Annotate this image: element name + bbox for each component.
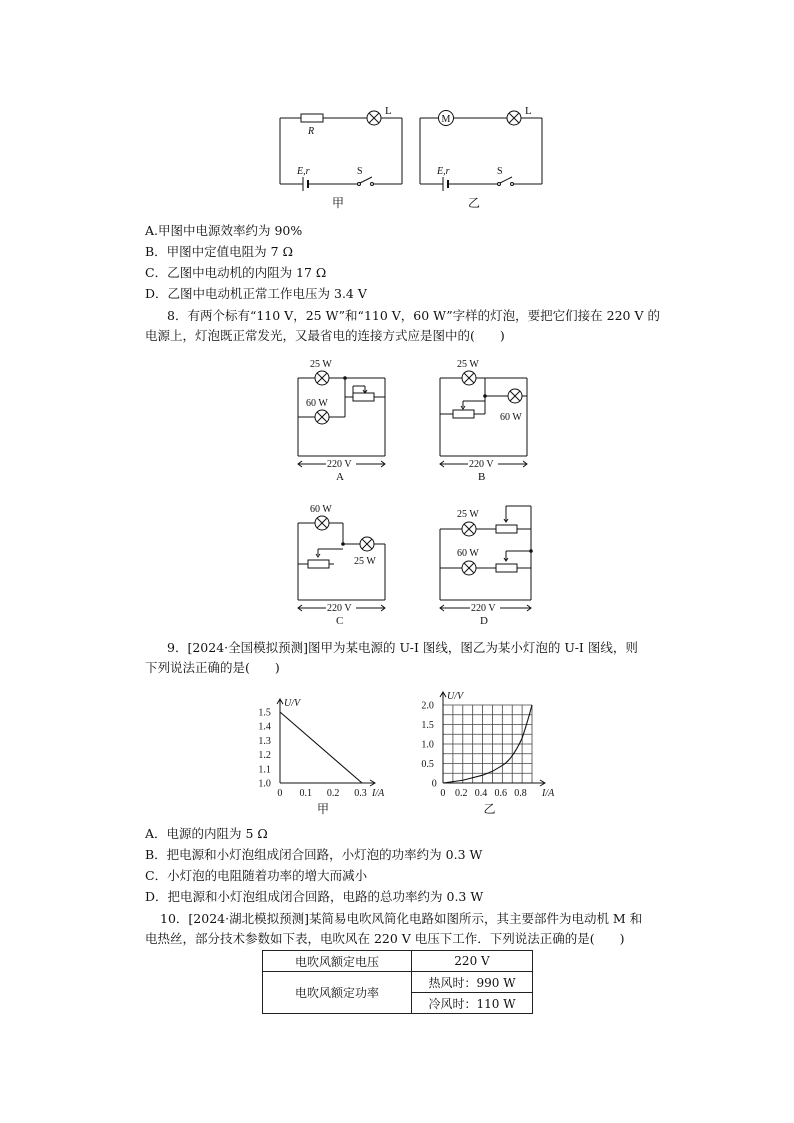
cold-wind-power: 冷风时：110 W <box>412 993 533 1014</box>
q7-option-a: A.甲图中电源效率约为 90% <box>145 223 303 238</box>
circuit-label-a: A <box>336 471 344 483</box>
x-tick-label: 0 <box>440 788 446 799</box>
q7-option-c: C．乙图中电动机的内阻为 17 Ω <box>145 265 327 280</box>
switch-S-icon <box>498 177 514 186</box>
x-axis-label: I/A <box>372 788 385 799</box>
rated-voltage-label: 电吹风额定电压 <box>263 951 412 972</box>
voltage-label: 220 V <box>469 459 494 470</box>
lamp-label-bottom: 60 W <box>306 398 328 409</box>
rheostat <box>353 393 374 401</box>
rated-voltage-value: 220 V <box>412 951 533 972</box>
x-tick-label: 0.3 <box>354 788 367 799</box>
lamp-label-bottom: 60 W <box>457 548 479 559</box>
y-tick-label: 2.0 <box>421 700 434 712</box>
y-tick-label: 1.0 <box>258 778 271 790</box>
y-tick-label: 1.4 <box>258 721 271 733</box>
q10-spec-table <box>262 950 533 1014</box>
battery-icon <box>303 177 308 191</box>
q8-circuit-d <box>432 496 542 628</box>
chart-yi <box>418 678 568 818</box>
label-S: S <box>497 166 503 177</box>
q9-option-a: A．电源的内阻为 5 Ω <box>145 826 268 841</box>
y-tick-label: 1.3 <box>258 735 271 747</box>
q8-circuit-a <box>290 352 400 484</box>
rheostat <box>308 560 329 568</box>
q8-stem-line1: 8．有两个标有“110 V，25 W”和“110 V，60 W”字样的灯泡，要把它们接在 220 V 的 <box>167 308 660 323</box>
label-L: L <box>525 105 532 117</box>
q9-option-b: B．把电源和小灯泡组成闭合回路，小灯泡的功率约为 0.3 W <box>145 847 483 862</box>
svg-text:M: M <box>441 114 451 125</box>
x-tick-label: 0.1 <box>299 788 313 799</box>
label-R: R <box>308 126 315 137</box>
q9-stem-line1: 9．[2024·全国模拟预测]图甲为某电源的 U-I 图线，图乙为某小灯泡的 U-I 图线，则 <box>167 640 638 655</box>
voltage-label: 220 V <box>471 603 496 614</box>
q10-stem-line1: 10．[2024·湖北模拟预测]某简易电吹风简化电路如图所示，其主要部件为电动机 M 和 <box>160 911 643 926</box>
q7-figure-jia <box>270 100 420 212</box>
series-line <box>280 712 362 783</box>
voltage-label: 220 V <box>327 459 352 470</box>
battery-icon <box>443 177 448 191</box>
resistor-R <box>301 114 323 122</box>
q7-figure-yi <box>410 100 560 212</box>
y-axis-label: U/V <box>284 698 301 709</box>
switch-S-icon <box>358 177 374 186</box>
x-tick-label: 0 <box>277 788 283 799</box>
lamp-label-top: 25 W <box>457 359 479 370</box>
q8-circuit-c <box>290 496 400 628</box>
y-tick-label: 1.5 <box>421 720 434 731</box>
x-tick-label: 0.2 <box>454 788 468 799</box>
q9-option-c: C．小灯泡的电阻随着功率的增大而减小 <box>145 868 368 883</box>
y-tick-label: 1.1 <box>258 764 271 776</box>
table-row <box>263 972 533 993</box>
lamp-icon <box>462 371 522 403</box>
y-tick-label: 1.5 <box>258 707 271 719</box>
voltage-label: 220 V <box>327 603 352 614</box>
caption-yi: 乙 <box>468 196 481 210</box>
rheostat-top <box>496 525 517 533</box>
x-tick-label: 0.6 <box>494 788 508 799</box>
lamp-L-icon <box>367 111 381 125</box>
q7-option-d: D．乙图中电动机正常工作电压为 3.4 V <box>145 286 367 301</box>
lamp-label-bottom: 25 W <box>354 556 376 567</box>
x-tick-label: 0.8 <box>514 788 527 799</box>
q9-option-d: D．把电源和小灯泡组成闭合回路，电路的总功率约为 0.3 W <box>145 889 484 904</box>
motor-M-icon <box>439 111 454 126</box>
q9-stem-line2: 下列说法正确的是( ) <box>145 660 280 675</box>
lamp-label-top: 25 W <box>457 509 479 520</box>
chart-caption: 甲 <box>317 802 330 816</box>
label-Er: E,r <box>297 166 310 177</box>
lamp-icon <box>315 516 374 551</box>
y-axis-label: U/V <box>447 691 464 702</box>
chart-jia <box>252 678 412 818</box>
lamp-label-bottom: 60 W <box>500 412 522 423</box>
label-L: L <box>385 105 392 117</box>
circuit-label-b: B <box>478 471 486 483</box>
label-Er: E,r <box>437 166 450 177</box>
y-tick-label: 1.0 <box>421 739 434 751</box>
y-tick-label: 0 <box>431 778 437 790</box>
label-S: S <box>357 166 363 177</box>
hot-wind-power: 热风时：990 W <box>412 972 533 993</box>
y-tick-label: 0.5 <box>421 759 434 770</box>
q8-circuit-b <box>432 352 542 484</box>
lamp-label-top: 25 W <box>310 359 332 370</box>
y-tick-label: 1.2 <box>258 750 271 762</box>
q7-option-b: B．甲图中定值电阻为 7 Ω <box>145 244 293 259</box>
rheostat-bottom <box>496 564 517 572</box>
lamp-label-top: 60 W <box>310 504 332 515</box>
x-tick-label: 0.4 <box>474 788 488 799</box>
rheostat <box>453 410 474 418</box>
lamp-L-icon <box>507 111 521 125</box>
chart-caption: 乙 <box>483 802 496 816</box>
circuit-label-c: C <box>336 615 344 627</box>
table-row <box>263 951 533 972</box>
q8-stem-line2: 电源上，灯泡既正常发光，又最省电的连接方式应是图中的( ) <box>145 328 505 343</box>
q10-stem-line2: 电热丝，部分技术参数如下表，电吹风在 220 V 电压下工作．下列说法正确的是( ) <box>145 931 625 946</box>
rated-power-label: 电吹风额定功率 <box>263 972 412 1014</box>
x-tick-label: 0.2 <box>326 788 340 799</box>
caption-jia: 甲 <box>332 196 345 210</box>
circuit-label-d: D <box>480 615 488 627</box>
x-axis-label: I/A <box>542 788 555 799</box>
